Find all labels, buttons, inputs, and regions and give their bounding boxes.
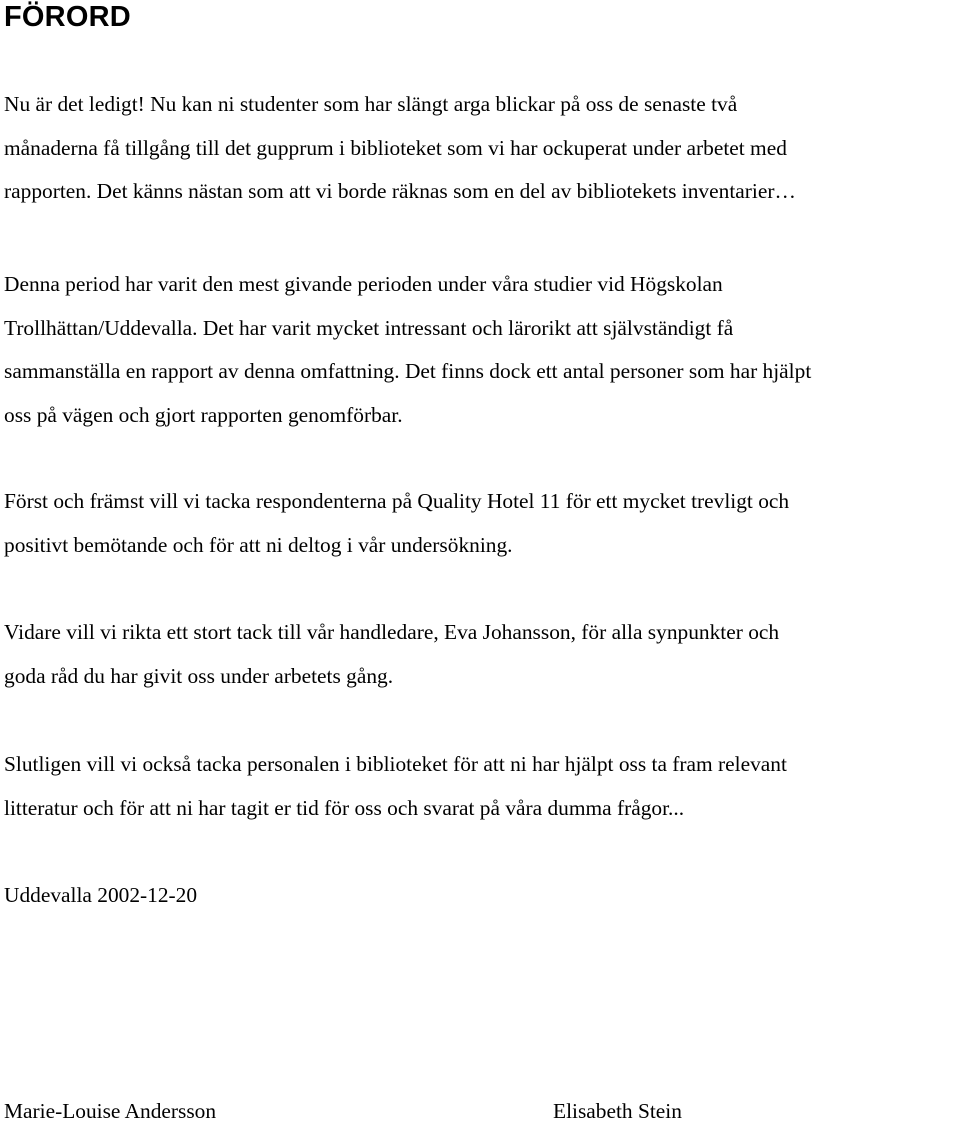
place-date-line: Uddevalla 2002-12-20: [4, 883, 198, 907]
signature-author-1: Marie-Louise Andersson: [4, 1099, 217, 1123]
thanks-library-paragraph: Slutligen vill vi också tacka personalen i biblioteket för att ni har hjälpt oss ta fram relevant litteratur och för att ni har tagit er tid för oss och svarat på våra dumma frågor...: [4, 752, 787, 820]
signature-author-2: Elisabeth Stein: [553, 1099, 682, 1123]
page-title: FÖRORD: [4, 1, 131, 33]
thanks-respondents-paragraph: Först och främst vill vi tacka respondenterna på Quality Hotel 11 för ett mycket trevligt och positivt bemötande och för att ni deltog i vår undersökning.: [4, 489, 790, 557]
intro-paragraph: Nu är det ledigt! Nu kan ni studenter som har slängt arga blickar på oss de senaste två månaderna få tillgång till det gupprum i biblioteket som vi har ockuperat under arbetet med rapporten. Det känns nästan som att vi borde räknas som en del av bibliotekets inventarier…: [4, 92, 796, 203]
study-period-paragraph: Denna period har varit den mest givande perioden under våra studier vid Högskolan Trollhättan/Uddevalla. Det har varit mycket intressant och lärorikt att självständigt få sammanställa en rapport av denna omfattning. Det finns dock ett antal personer som har hjälpt oss på vägen och gjort rapporten genomförbar.: [4, 272, 812, 427]
thanks-supervisor-paragraph: Vidare vill vi rikta ett stort tack till vår handledare, Eva Johansson, för alla synpunkter och goda råd du har givit oss under arbetets gång.: [4, 620, 780, 688]
